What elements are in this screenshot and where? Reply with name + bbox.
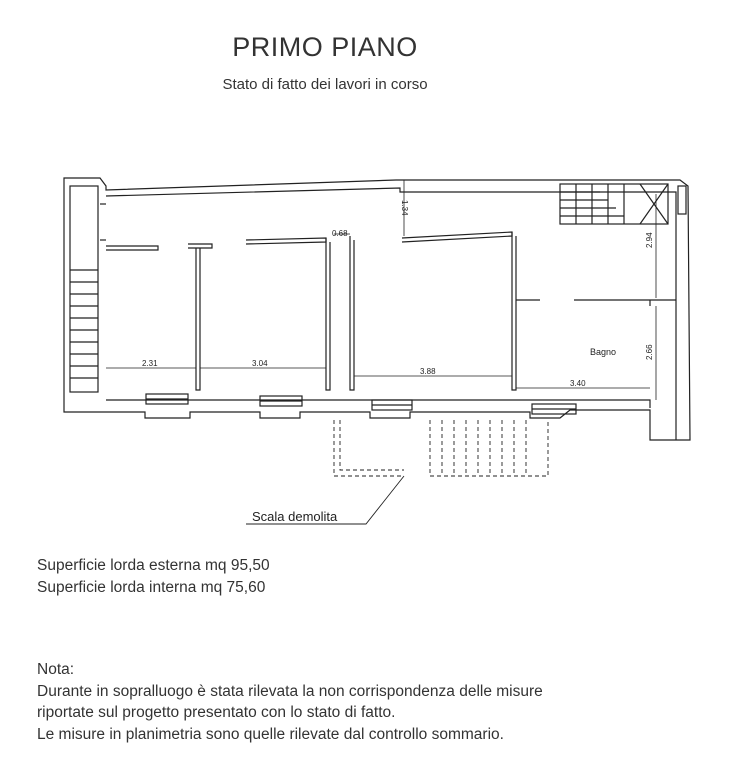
- room-label-bagno: Bagno: [590, 347, 617, 357]
- dim-partition-thickness: 0.68: [332, 229, 348, 238]
- partition-room-4: [402, 232, 512, 242]
- dim-room2-width: 3.04: [252, 359, 268, 368]
- plan-title: PRIMO PIANO: [232, 32, 418, 62]
- left-staircase: [70, 186, 98, 392]
- note-heading: Nota:: [37, 661, 75, 678]
- dim-room1-width: 2.31: [142, 359, 158, 368]
- callout-scala-demolita: Scala demolita: [252, 509, 338, 524]
- partition-room-3: [326, 238, 330, 390]
- dim-room4-width: 3.40: [570, 379, 586, 388]
- area-external: Superficie lorda esterna mq 95,50: [37, 557, 270, 574]
- inner-wall-line: [106, 188, 676, 440]
- area-internal: Superficie lorda interna mq 75,60: [37, 579, 266, 596]
- note-line-3: Le misure in planimetria sono quelle rilevate dal controllo sommario.: [37, 725, 504, 743]
- dim-niche-depth: 1.34: [400, 200, 409, 216]
- note-line-1: Durante in sopralluogo è stata rilevata la non corrispondenza delle misure: [37, 682, 543, 700]
- note-line-2: riportate sul progetto presentato con lo stato di fatto.: [37, 704, 396, 721]
- dim-right-lower: 2.66: [645, 344, 654, 360]
- dim-room3-width: 3.88: [420, 367, 436, 376]
- note-block: [37, 659, 543, 745]
- dim-right-upper: 2.94: [645, 232, 654, 248]
- partition-room-1: [106, 246, 158, 250]
- partition-room-2: [196, 248, 200, 390]
- plan-subtitle: Stato di fatto dei lavori in corso: [222, 76, 428, 93]
- area-summary: [37, 555, 270, 599]
- demolished-staircase: [334, 420, 548, 476]
- outer-wall: [64, 178, 690, 440]
